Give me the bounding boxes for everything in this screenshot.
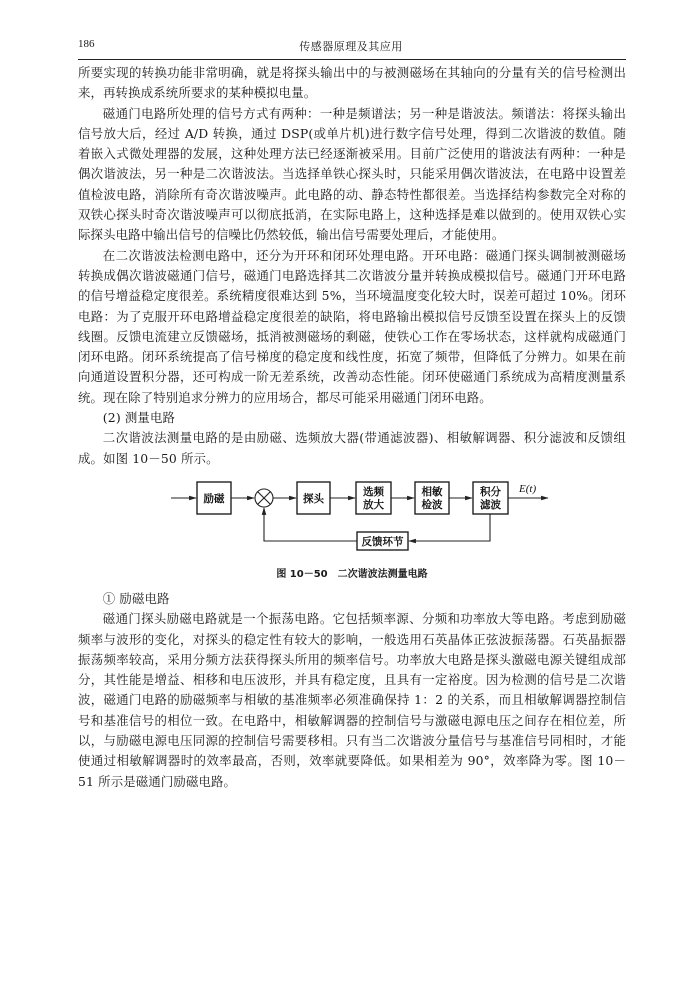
section-heading-excitation: ① 励磁电路 <box>102 590 170 606</box>
feedback-path-in <box>409 514 490 541</box>
block-diagram-figure <box>78 473 626 589</box>
running-title: 传感器原理及其应用 <box>299 40 403 53</box>
integrate-filter-label-2: 滤波 <box>480 498 501 511</box>
page-header <box>78 38 624 58</box>
page-body <box>78 63 626 792</box>
paragraph-4: 二次谐波法测量电路的是由励磁、选频放大器(带通滤波器)、相敏解调器、积分滤波和反馈组成。如图 10－50 所示。 <box>78 430 626 466</box>
header-rule <box>78 59 626 60</box>
output-label: E(t) <box>519 482 537 495</box>
integrate-filter-label-1: 积分 <box>480 485 501 498</box>
paragraph-3: 在二次谐波法检测电路中，还分为开环和闭环处理电路。开环电路：磁通门探头调制被测磁场转换成偶次谐波磁通门信号，磁通门电路选择其二次谐波分量并转换成模拟信号。磁通门开环电路的信号增益稳定度很差。系统精度很难达到 5%，当环境温度变化较大时，误差可超过 10%。闭环电路：为了克服开环电路增益稳定度很差的缺陷，将电路输出模拟信号反馈至设置在探头上的反馈线圈。反馈电流建立反馈磁场，抵消被测磁场的剩磁，使铁心工作在零场状态，这样就构成磁通门闭环电路。闭环系统提高了信号梯度的稳定度和线性度，拓宽了频带，但降低了分辨力。如果在前向通道设置积分器，还可构成一阶无差系统，改善动态性能。闭环使磁通门系统成为高精度测量系统。现在除了特别追求分辨力的应用场合，都尽可能采用磁通门闭环电路。 <box>78 247 626 405</box>
phase-detect-label-1: 相敏 <box>421 485 443 498</box>
page-number: 186 <box>78 38 95 50</box>
block-diagram <box>78 473 626 565</box>
probe-label: 探头 <box>303 492 324 505</box>
feedback-path-out <box>264 508 357 541</box>
paragraph-2: 磁通门电路所处理的信号方式有两种：一种是频谱法；另一种是谐波法。频谱法：将探头输出信号放大后，经过 A/D 转换，通过 DSP(或单片机)进行数字信号处理，得到二次谐波的数值。随着嵌入式微处理器的发展，这种处理方法已经逐渐被采用。目前广泛使用的谐波法有两种：一种是偶次谐波法，另一种是二次谐波法。当选择单铁心探头时，只能采用偶次谐波法，在电路中设置差值检波电路，消除所有奇次谐波噪声。此电路的动、静态特性都很差。当选择结构参数完全对称的双铁心探头时奇次谐波噪声可以彻底抵消，在实际电路上，这种选择是难以做到的。使用双铁心实际探头电路中输出信号的信噪比仍然较低，输出信号需要处理后，才能使用。 <box>78 105 626 243</box>
section-heading-measurement: (2) 测量电路 <box>102 410 176 426</box>
feedback-label: 反馈环节 <box>361 535 404 548</box>
figure-caption: 图 10－50 二次谐波法测量电路 <box>276 568 428 580</box>
excitation-label: 励磁 <box>203 492 225 505</box>
select-amp-label-2: 放大 <box>363 498 384 511</box>
phase-detect-label-2: 检波 <box>421 498 443 511</box>
paragraph-1: 所要实现的转换功能非常明确，就是将探头输出中的与被测磁场在其轴向的分量有关的信号检测出来，再转换成系统所要求的某种模拟电量。 <box>78 65 626 101</box>
select-amp-label-1: 选频 <box>363 485 384 498</box>
paragraph-5: 磁通门探头励磁电路就是一个振荡电路。它包括频率源、分频和功率放大等电路。考虑到励磁频率与波形的变化，对探头的稳定性有较大的影响，一般选用石英晶体正弦波振荡器。石英晶振器振荡频率较高，采用分频方法获得探头所用的频率信号。功率放大电路是探头激磁电源关键组成部分，其性能是增益、相移和电压波形，并具有稳定度，且具有一定裕度。因为检测的信号是二次谐波，磁通门电路的励磁频率与相敏的基准频率必须准确保持 1：2 的关系，而且相敏解调器控制信号和基准信号的相位一致。在电路中，相敏解调器的控制信号与激磁电源电压之间存在相位差，所以，与励磁电源电压同源的控制信号需要移相。只有当二次谐波分量信号与基准信号同相时，才能使通过相敏解调器时的效率最高，否则，效率就要降低。如果相差为 90°，效率降为零。图 10－51 所示是磁通门励磁电路。 <box>78 611 626 789</box>
